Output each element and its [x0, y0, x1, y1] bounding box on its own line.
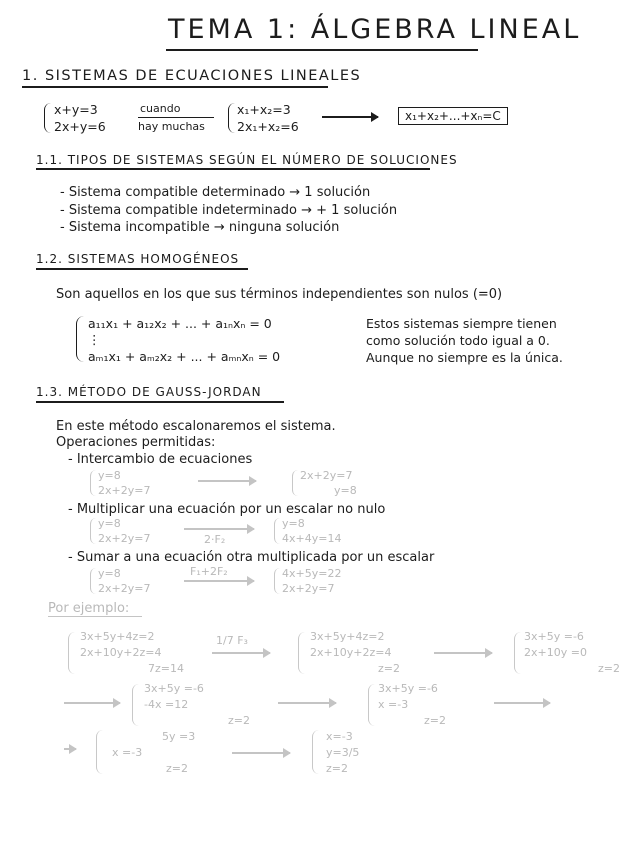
general-equation-box: x₁+x₂+...+xₙ=C	[398, 107, 508, 125]
example-s3-eq: z=2	[598, 662, 620, 675]
title-underline	[166, 49, 478, 51]
brace-gray	[68, 632, 75, 674]
system-brace-indexed	[228, 103, 235, 133]
homogeneous-eq-m: aₘ₁x₁ + aₘ₂x₂ + ... + aₘₙxₙ = 0	[88, 349, 281, 364]
arrow-icon	[232, 752, 290, 754]
arrow-icon	[434, 652, 492, 654]
brace-gray	[90, 568, 96, 594]
op3-eq: y=8	[98, 567, 121, 580]
list-item: - Sistema compatible indeterminado → + 1 solución	[60, 203, 398, 218]
op3-result: 2x+2y=7	[282, 582, 335, 595]
homogeneous-eq-1: a₁₁x₁ + a₁₂x₂ + ... + a₁ₙxₙ = 0	[88, 316, 272, 331]
hay-muchas-label: hay muchas	[138, 120, 205, 133]
example-s4-eq: 3x+5y =-6	[144, 682, 204, 695]
brace-gray	[292, 470, 298, 496]
section-1-1-underline	[36, 168, 430, 170]
arrow-icon	[64, 702, 120, 704]
system-eq-1: x+y=3	[54, 102, 98, 117]
example-s4-eq: -4x =12	[144, 698, 189, 711]
example-s6-eq: 5y =3	[162, 730, 196, 743]
solution-x: x=-3	[326, 730, 353, 743]
homogeneous-brace	[76, 316, 84, 362]
example-s5-eq: x =-3	[378, 698, 409, 711]
op1-result: y=8	[334, 484, 357, 497]
op2-eq: 2x+2y=7	[98, 532, 151, 545]
arrow-icon	[184, 528, 254, 530]
arrow-icon	[322, 116, 378, 118]
brace-gray	[312, 730, 319, 774]
example-s1-eq: 3x+5y+4z=2	[80, 630, 155, 643]
op1-eq: 2x+2y=7	[98, 484, 151, 497]
arrow-icon	[184, 580, 254, 582]
indexed-eq-1: x₁+x₂=3	[237, 102, 291, 117]
arrow-icon	[64, 748, 76, 750]
section-1-2-heading: 1.2. SISTEMAS HOMOGÉNEOS	[36, 252, 240, 266]
brace-gray	[274, 568, 280, 594]
op3-eq: 2x+2y=7	[98, 582, 151, 595]
op2-label: 2·F₂	[204, 533, 226, 546]
solution-z: z=2	[326, 762, 348, 775]
solution-y: y=3/5	[326, 746, 360, 759]
homogeneous-definition: Son aquellos en los que sus términos independientes son nulos (=0)	[56, 287, 503, 302]
brace-gray	[132, 684, 139, 726]
arrow-icon	[278, 702, 336, 704]
operations-label: Operaciones permitidas:	[56, 435, 216, 450]
example-underline	[48, 616, 142, 617]
operation-add: - Sumar a una ecuación otra multiplicada por un escalar	[68, 550, 435, 565]
op2-result: y=8	[282, 517, 305, 530]
arrow-icon	[494, 702, 550, 704]
brace-gray	[96, 730, 103, 774]
op1-eq: y=8	[98, 469, 121, 482]
page-title: TEMA 1: ÁLGEBRA LINEAL	[168, 14, 582, 45]
example-s2-eq: 2x+10y+2z=4	[310, 646, 392, 659]
example-s6-eq: x =-3	[112, 746, 143, 759]
operation-swap: - Intercambio de ecuaciones	[68, 452, 253, 467]
arrow-icon	[212, 652, 270, 654]
vertical-dots: ⋮	[88, 332, 101, 347]
brace-gray	[90, 470, 96, 496]
op2-eq: y=8	[98, 517, 121, 530]
operation-multiply: - Multiplicar una ecuación por un escalar no nulo	[68, 502, 386, 517]
example-s2-eq: 3x+5y+4z=2	[310, 630, 385, 643]
section-1-2-underline	[36, 268, 248, 270]
homogeneous-note-3: Aunque no siempre es la única.	[366, 350, 563, 365]
brace-gray	[298, 632, 305, 674]
list-item: - Sistema incompatible → ninguna solución	[60, 220, 340, 235]
op2-result: 4x+4y=14	[282, 532, 342, 545]
example-s5-eq: z=2	[424, 714, 446, 727]
example-label: Por ejemplo:	[48, 601, 130, 616]
homogeneous-note-2: como solución todo igual a 0.	[366, 333, 550, 348]
cuando-label: cuando	[140, 102, 181, 115]
section-1-3-underline	[36, 401, 284, 403]
brace-gray	[368, 684, 375, 726]
example-a1-label: 1/7 F₃	[216, 634, 248, 647]
brace-gray	[90, 518, 96, 544]
section-1-1-heading: 1.1. TIPOS DE SISTEMAS SEGÚN EL NÚMERO DE SOLUCIONES	[36, 153, 458, 167]
op1-result: 2x+2y=7	[300, 469, 353, 482]
example-s3-eq: 3x+5y =-6	[524, 630, 584, 643]
arrow-icon	[198, 480, 256, 482]
example-s1-eq: 2x+10y+2z=4	[80, 646, 162, 659]
example-s1-eq: 7z=14	[148, 662, 184, 675]
example-s2-eq: z=2	[378, 662, 400, 675]
system-eq-2: 2x+y=6	[54, 119, 106, 134]
op3-label: F₁+2F₂	[190, 565, 228, 578]
section-1-underline	[22, 86, 328, 88]
example-s4-eq: z=2	[228, 714, 250, 727]
system-brace	[44, 103, 51, 133]
brace-gray	[274, 518, 280, 544]
indexed-eq-2: 2x₁+x₂=6	[237, 119, 299, 134]
example-s5-eq: 3x+5y =-6	[378, 682, 438, 695]
cuando-line	[138, 117, 214, 118]
list-item: - Sistema compatible determinado → 1 solución	[60, 185, 371, 200]
example-s3-eq: 2x+10y =0	[524, 646, 587, 659]
section-1-heading: 1. SISTEMAS DE ECUACIONES LINEALES	[22, 68, 362, 84]
section-1-3-heading: 1.3. MÉTODO DE GAUSS-JORDAN	[36, 385, 262, 399]
example-s6-eq: z=2	[166, 762, 188, 775]
op3-result: 4x+5y=22	[282, 567, 342, 580]
brace-gray	[514, 632, 521, 674]
gauss-intro: En este método escalonaremos el sistema.	[56, 419, 336, 434]
homogeneous-note-1: Estos sistemas siempre tienen	[366, 316, 557, 331]
